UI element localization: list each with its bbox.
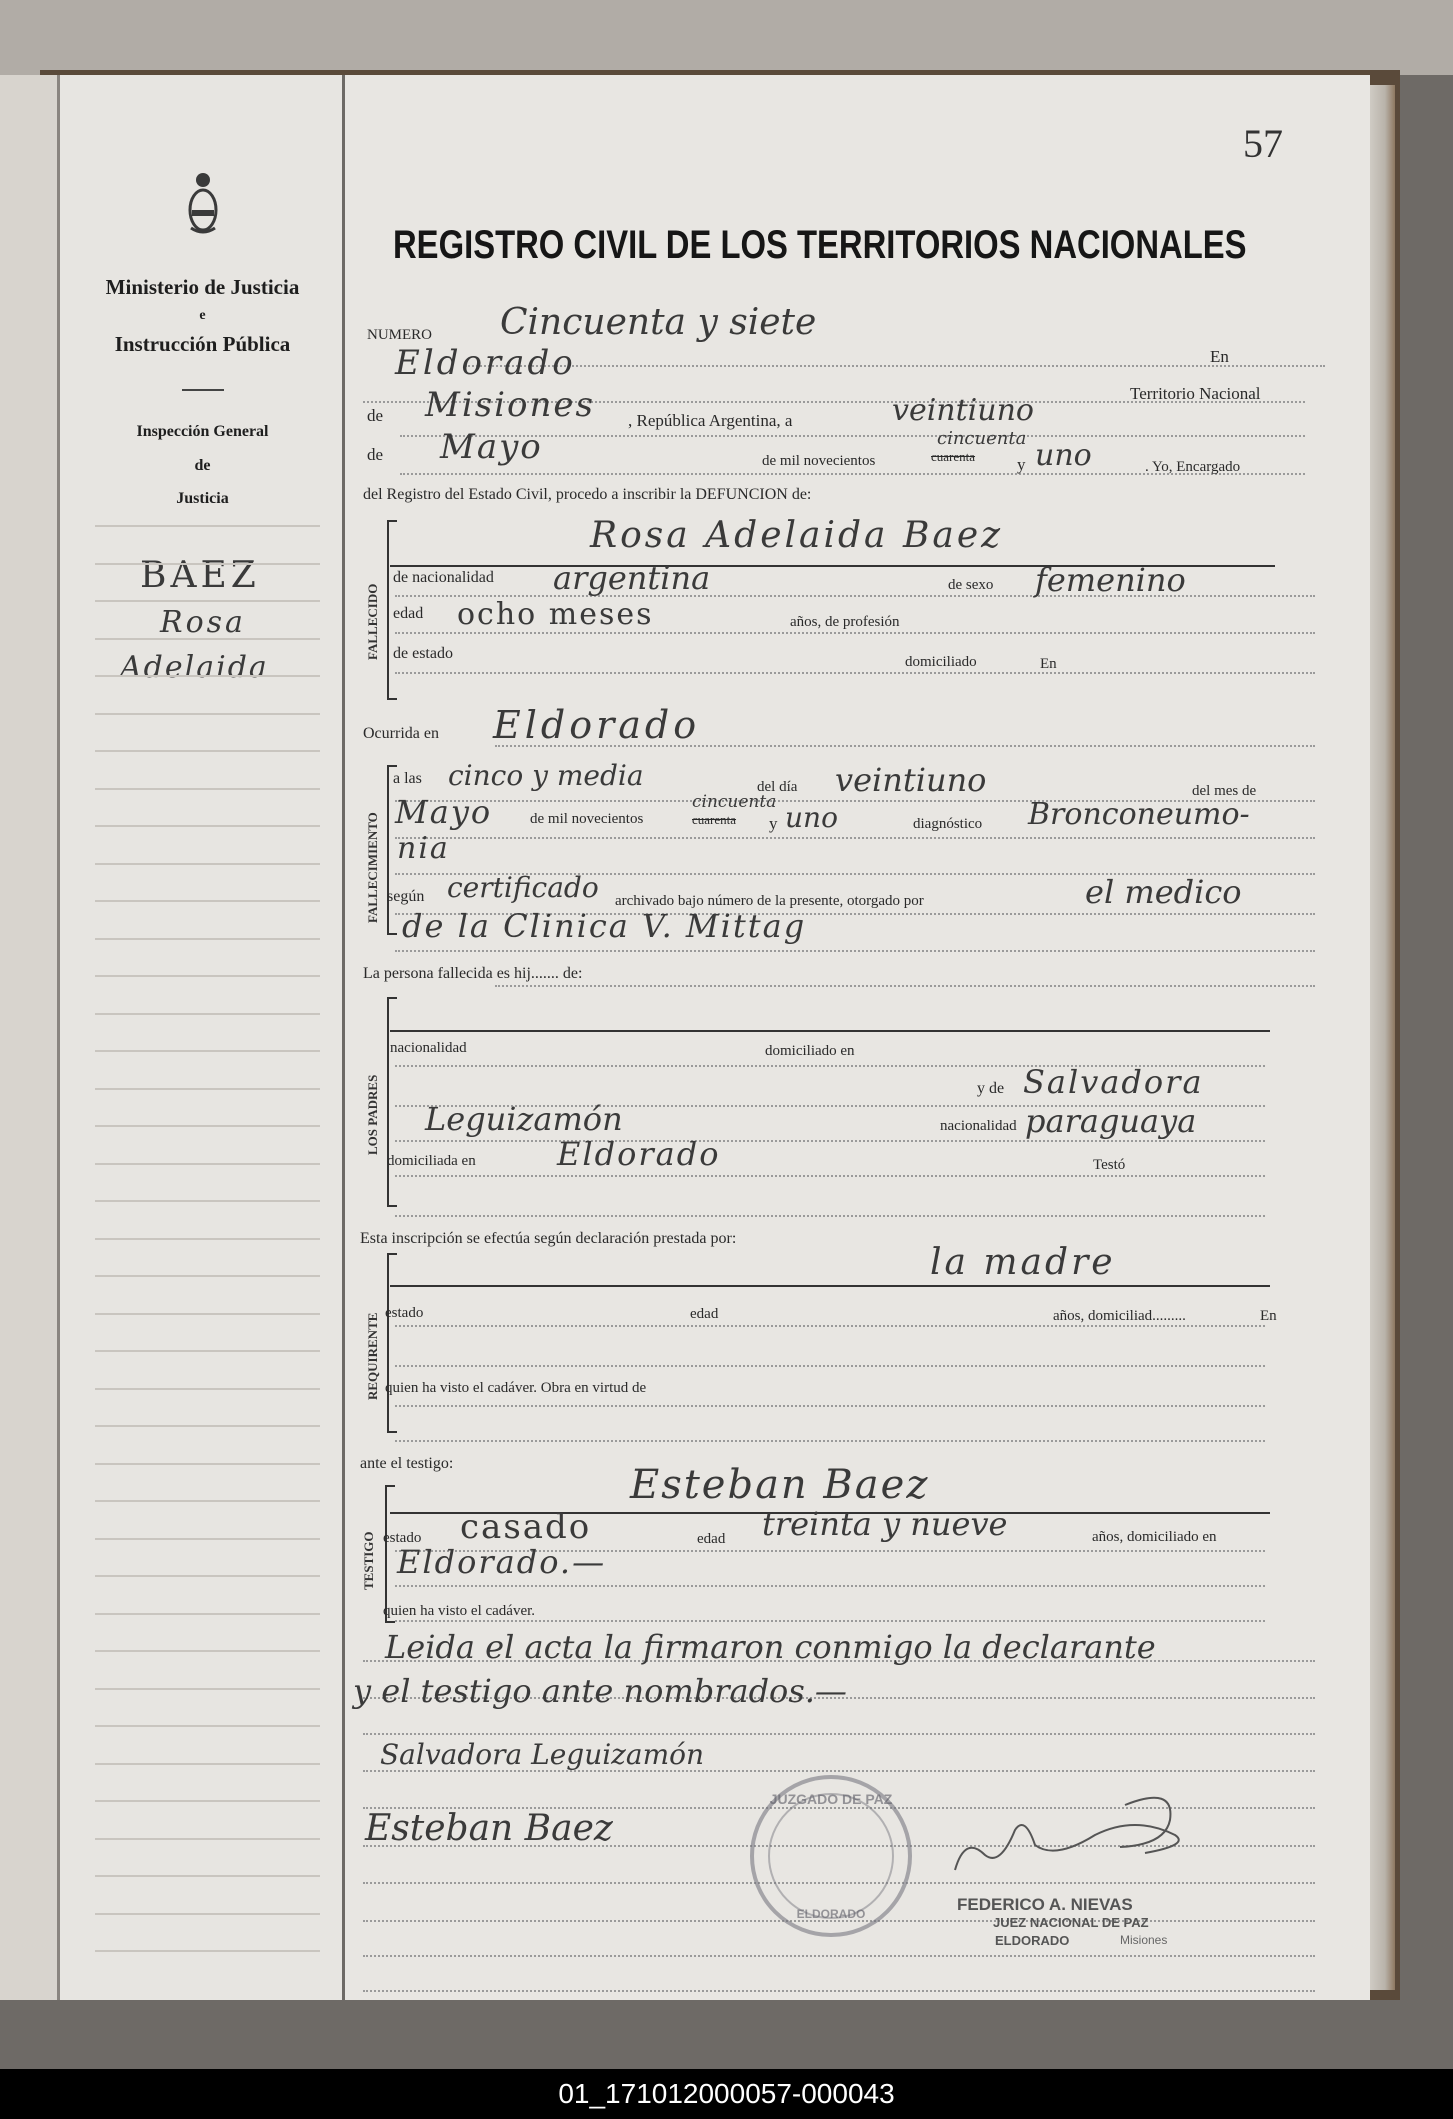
fill-line [395, 1405, 1265, 1407]
ruled-line [95, 713, 320, 715]
label-domiciliado: domiciliado [905, 654, 977, 670]
fill-line [395, 1325, 1265, 1327]
register-title: REGISTRO CIVIL DE LOS TERRITORIOS NACIONALES [393, 223, 1247, 267]
left-margin-page [60, 75, 345, 2000]
official-seal [750, 1775, 912, 1937]
fill-line [465, 365, 1325, 367]
hw-nacionalidad: argentina [553, 559, 711, 597]
seal-ring-bottom: ELDORADO [796, 1907, 866, 1921]
seal-inner-ring [768, 1793, 894, 1919]
ruled-line [95, 1238, 320, 1240]
hw-lugar: Eldorado [395, 343, 576, 383]
previous-page-edge [0, 75, 60, 2000]
label-anos-profesion: años, de profesión [790, 614, 900, 630]
bracket-requirente [387, 1253, 397, 1433]
margin-middlename: Adelaida [120, 650, 269, 685]
label-nacionalidad-madre: nacionalidad [940, 1118, 1017, 1134]
hw-territorio: Misiones [425, 385, 595, 425]
label-cuarenta-struck-2: cuarenta [692, 812, 737, 827]
inspection-de: de [194, 457, 211, 474]
ruled-line [95, 1688, 320, 1690]
fill-line [363, 1955, 1315, 1957]
hw-madre-nacionalidad: paraguaya [1025, 1102, 1197, 1140]
label-diagnostico: diagnóstico [913, 816, 983, 832]
label-archivado: archivado bajo número de la presente, otorgado por [615, 893, 924, 909]
judge-name: FEDERICO A. NIEVAS [957, 1895, 1133, 1914]
hw-anio-decena: cincuenta [937, 428, 1027, 449]
signature-testigo: Esteban Baez [365, 1808, 613, 1849]
seal-ring-top: JUZGADO DE PAZ [769, 1791, 893, 1807]
label-cuarenta-struck: cuarenta [931, 449, 976, 464]
hw-dia-fallec: veintiuno [835, 761, 987, 799]
section-fallecido: FALLECIDO [365, 583, 380, 660]
margin-surname: BAEZ [140, 555, 260, 596]
bracket-fallecimiento [387, 765, 397, 935]
judge-title: JUEZ NACIONAL DE PAZ [993, 1915, 1149, 1930]
label-y-2: y [769, 814, 778, 833]
fill-line [363, 1733, 1315, 1735]
ruled-line [95, 1650, 320, 1652]
ruled-line [95, 1463, 320, 1465]
fill-line [395, 672, 1315, 674]
ministry-line2: Instrucción Pública [114, 332, 291, 356]
ruled-line [95, 1050, 320, 1052]
label-a-las: a las [393, 770, 422, 787]
label-y: y [1017, 455, 1026, 474]
fill-line [395, 950, 1315, 952]
label-segun: según [387, 888, 425, 905]
divider [182, 389, 224, 391]
ruled-line [95, 1500, 320, 1502]
hw-segun: certificado [447, 871, 599, 904]
desk-background [0, 0, 1453, 75]
section-fallecimiento: FALLECIMIENTO [365, 812, 380, 923]
hw-madre-apellido: Leguizamón [425, 1100, 623, 1138]
ruled-line [95, 1725, 320, 1727]
label-mil-novecientos-2: de mil novecientos [530, 811, 644, 827]
ruled-line [95, 638, 320, 640]
fill-line [395, 632, 1315, 634]
section-testigo: TESTIGO [361, 1531, 376, 1590]
ruled-line [95, 1313, 320, 1315]
hw-dia: veintiuno [892, 393, 1034, 428]
label-sexo: de sexo [948, 577, 994, 593]
label-yo-encargado: . Yo, Encargado [1145, 459, 1241, 475]
label-territorio: Territorio Nacional [1130, 384, 1261, 403]
fill-line [395, 1140, 1265, 1142]
label-nacionalidad: de nacionalidad [393, 569, 494, 586]
label-edad-testigo: edad [697, 1531, 726, 1547]
ruled-line [95, 1013, 320, 1015]
inspection-line1: Inspección General [136, 423, 269, 440]
fill-line [395, 837, 1315, 839]
hw-otorgado-2: de la Clinica V. Mittag [402, 907, 807, 945]
ruled-line [95, 1125, 320, 1127]
hw-nombre: Rosa Adelaida Baez [590, 515, 1004, 556]
ruled-line [95, 675, 320, 677]
hw-mes-fallec: Mayo [395, 793, 493, 831]
ruled-line [95, 1425, 320, 1427]
ruled-line [95, 1875, 320, 1877]
ruled-line [95, 1838, 320, 1840]
fill-line [395, 1585, 1265, 1587]
register-page [345, 75, 1370, 2000]
fill-line [395, 1440, 1265, 1442]
hw-testigo-estado: casado [460, 1507, 592, 1547]
hw-otorgado-1: el medico [1085, 873, 1242, 911]
label-del-mes: del mes de [1192, 783, 1257, 799]
label-numero: NUMERO [367, 327, 433, 343]
hw-testigo-nombre: Esteban Baez [630, 1462, 930, 1508]
ruled-line [95, 1763, 320, 1765]
ruled-line [95, 975, 320, 977]
hw-sexo: femenino [1035, 561, 1186, 599]
hw-testigo-edad: treinta y nueve [762, 1505, 1008, 1543]
page-number: 57 [1243, 121, 1283, 166]
fill-line [395, 1620, 1265, 1622]
fill-line [495, 985, 1315, 987]
hw-hora: cinco y media [448, 759, 644, 792]
hw-numero: Cincuenta y siete [500, 302, 817, 343]
hw-edad: ocho meses [457, 597, 654, 632]
signature-declarante: Salvadora Leguizamón [380, 1738, 705, 1771]
label-republica: , República Argentina, a [628, 411, 793, 430]
hw-anio-fallec-unidad: uno [785, 801, 838, 834]
label-ocurrida-en: Ocurrida en [363, 725, 439, 742]
book-page-edge [1370, 85, 1395, 1990]
ruled-line [95, 1350, 320, 1352]
ministry-e: e [199, 308, 206, 323]
fill-line [395, 1175, 1265, 1177]
hw-testigo-domicilio: Eldorado.— [397, 1543, 607, 1581]
ruled-line [95, 1538, 320, 1540]
hw-diagnostico-1: Bronconeumo- [1028, 797, 1250, 832]
hw-mes: Mayo [440, 427, 543, 467]
label-domiciliado-en: domiciliado en [765, 1043, 855, 1059]
inspection-line2: Justicia [176, 490, 229, 507]
hw-diagnostico-2: nia [397, 831, 450, 866]
label-domiciliada-en: domiciliada en [387, 1153, 476, 1169]
bracket-padres [387, 997, 397, 1207]
ruled-line [95, 750, 320, 752]
ruled-line [95, 1800, 320, 1802]
ruled-line [95, 900, 320, 902]
margin-firstname: Rosa [160, 605, 246, 640]
label-en-3: En [1260, 1308, 1277, 1324]
section-padres: LOS PADRES [365, 1074, 380, 1155]
label-en: En [1210, 347, 1229, 366]
judge-province: Misiones [1120, 1933, 1168, 1947]
label-y-de: y de [977, 1080, 1005, 1097]
ruled-line [95, 825, 320, 827]
fill-line [395, 1365, 1265, 1367]
judge-signature-icon [945, 1775, 1205, 1885]
label-edad-req: edad [690, 1306, 719, 1322]
image-caption: 01_171012000057-000043 [0, 2069, 1453, 2119]
label-de-estado: de estado [393, 645, 453, 662]
label-anos-domiciliado-en: años, domiciliado en [1092, 1529, 1217, 1545]
ruled-line [95, 1388, 320, 1390]
ruled-line [95, 863, 320, 865]
ruled-line [95, 525, 320, 527]
ruled-line [95, 600, 320, 602]
label-de-2: de [367, 445, 384, 464]
label-estado: estado [385, 1305, 424, 1321]
label-testo: Testó [1093, 1157, 1126, 1173]
label-de-1: de [367, 406, 384, 425]
ruled-line [95, 563, 320, 565]
section-requirente: REQUIRENTE [365, 1312, 380, 1400]
ruled-line [95, 1163, 320, 1165]
hw-ocurrida: Eldorado [493, 703, 701, 747]
ruled-line [95, 1913, 320, 1915]
ruled-line [95, 938, 320, 940]
hw-madre-domicilio: Eldorado [557, 1135, 721, 1173]
padres-top-line [390, 1030, 1270, 1032]
label-anos-domiciliad: años, domiciliad......... [1053, 1308, 1186, 1324]
label-del-dia: del día [757, 779, 798, 795]
label-quien-visto: quien ha visto el cadáver. [383, 1603, 536, 1619]
ruled-line [95, 1088, 320, 1090]
label-mil-novecientos: de mil novecientos [762, 453, 876, 469]
hw-anio-fallec-decena: cincuenta [692, 792, 777, 812]
ministry-line1: Ministerio de Justicia [105, 275, 300, 299]
ruled-line [95, 1275, 320, 1277]
label-del-registro: del Registro del Estado Civil, procedo a inscribir la DEFUNCION de: [363, 486, 812, 503]
fill-line [395, 1215, 1265, 1217]
judge-place: ELDORADO [995, 1933, 1070, 1948]
hw-requirente: la madre [930, 1242, 1116, 1283]
label-quien-visto-obra: quien ha visto el cadáver. Obra en virtud de [385, 1380, 647, 1396]
ruled-line [95, 1613, 320, 1615]
hw-madre-nombre: Salvadora [1023, 1063, 1204, 1101]
hw-anio-unidad: uno [1035, 438, 1092, 473]
ruled-line [95, 1950, 320, 1952]
coat-of-arms-icon [187, 170, 219, 236]
label-estado-testigo: estado [383, 1530, 422, 1546]
label-en-2: En [1040, 656, 1057, 672]
label-persona-hija: La persona fallecida es hij....... de: [363, 965, 583, 982]
hw-nota-1: Leida el acta la firmaron conmigo la declarante [385, 1628, 1156, 1666]
fill-line [363, 1990, 1315, 1992]
label-edad: edad [393, 605, 424, 622]
label-inscripcion: Esta inscripción se efectúa según declaración prestada por: [360, 1230, 737, 1247]
requirente-line [390, 1285, 1270, 1287]
hw-nota-2: y el testigo ante nombrados.— [353, 1672, 847, 1710]
label-nacionalidad-padre: nacionalidad [390, 1040, 467, 1056]
label-ante-testigo: ante el testigo: [360, 1455, 454, 1472]
ruled-line [95, 788, 320, 790]
ruled-line [95, 1200, 320, 1202]
ruled-line [95, 1575, 320, 1577]
